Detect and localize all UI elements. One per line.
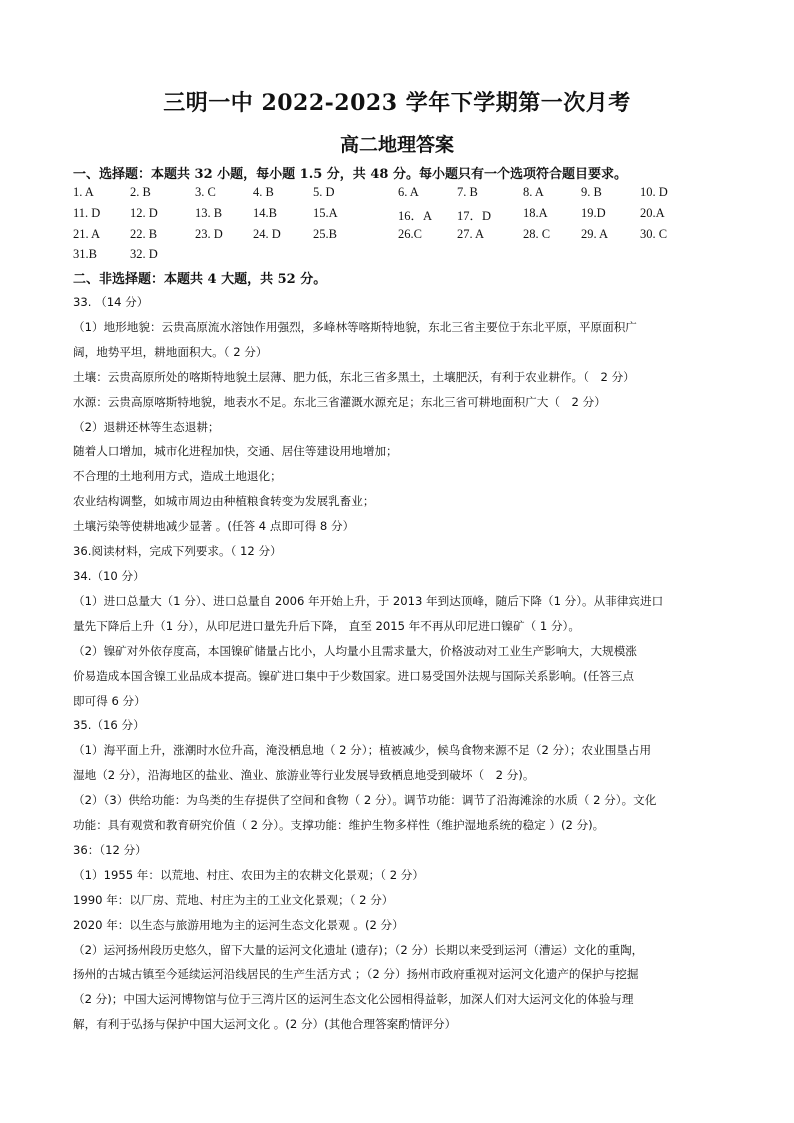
answer-item: 11. D bbox=[73, 206, 101, 220]
answer-item: 14.B bbox=[253, 206, 277, 220]
answer-item: 21. A bbox=[73, 227, 101, 241]
question-heading: 33. （14 分） bbox=[73, 295, 149, 309]
answer-item: 20.A bbox=[640, 206, 665, 220]
answer-item: 17．D bbox=[457, 209, 492, 223]
answer-line: 功能：具有观赏和教育研究价值（ 2 分）。支撑功能：维护生物多样性（维护湿地系统的稳定 ）(2 分)。 bbox=[73, 818, 605, 833]
page-title: 三明一中 2022-2023 学年下学期第一次月考 bbox=[163, 90, 631, 116]
answer-item: 13. B bbox=[195, 206, 223, 220]
answer-item: 3. C bbox=[195, 185, 216, 199]
answer-line: （2）（3）供给功能：为鸟类的生存提供了空间和食物（ 2 分）。调节功能：调节了沿海滩涂的水质（ 2 分）。文化 bbox=[73, 793, 657, 808]
answer-line: 36.阅读材料，完成下列要求。（ 12 分） bbox=[73, 544, 282, 559]
answer-line: （1）进口总量大（1 分）、进口总量自 2006 年开始上升，于 2013 年到达顶峰，随后下降（1 分）。从菲律宾进口 bbox=[73, 593, 664, 608]
answer-item: 15.A bbox=[313, 206, 338, 220]
answer-item: 16．A bbox=[398, 209, 433, 223]
answer-item: 32. D bbox=[130, 247, 158, 261]
answer-line: 1990 年：以厂房、荒地、村庄为主的工业文化景观；（ 2 分） bbox=[73, 892, 394, 907]
question-heading: 35.（16 分） bbox=[73, 718, 145, 733]
answer-line: 不合理的土地利用方式，造成土地退化； bbox=[73, 469, 282, 484]
answer-line: （2）运河扬州段历史悠久，留下大量的运河文化遗址 (遗存)；（2 分）长期以来受到运河（漕运）文化的重陶， bbox=[73, 942, 644, 957]
answer-row bbox=[73, 247, 733, 265]
answer-item: 27. A bbox=[457, 227, 485, 241]
answer-line: 水源：云贵高原喀斯特地貌，地表水不足。东北三省灌溉水源充足；东北三省可耕地面积广大（ 2 分） bbox=[73, 394, 606, 409]
section2-heading: 二、非选择题：本题共 4 大题，共 52 分。 bbox=[73, 272, 327, 287]
answer-line: （2 分)；中国大运河博物馆与位于三湾片区的运河生态文化公园相得益彰，加深人们对大运河文化的体验与理 bbox=[73, 992, 634, 1007]
answer-line: 扬州的古城古镇至今延续运河沿线居民的生产生活方式 ；（2 分）扬州市政府重视对运河文化遗产的保护与挖掘 bbox=[73, 967, 639, 982]
answer-line: （1）1955 年：以荒地、村庄、农田为主的农耕文化景观；（ 2 分） bbox=[73, 867, 424, 882]
answer-body bbox=[73, 290, 723, 1037]
question-heading: 34.（10 分） bbox=[73, 568, 145, 583]
answer-line: （1）地形地貌：云贵高原流水溶蚀作用强烈，多峰林等喀斯特地貌，东北三省主要位于东北平原，平原面积广 bbox=[73, 319, 637, 334]
answer-item: 18.A bbox=[523, 206, 548, 220]
answer-item: 1. A bbox=[73, 185, 94, 199]
answer-item: 22. B bbox=[130, 227, 158, 241]
answer-item: 8. A bbox=[523, 185, 544, 199]
answer-item: 29. A bbox=[581, 227, 609, 241]
answer-item: 30. C bbox=[640, 227, 668, 241]
answer-line: （2）镍矿对外依存度高，本国镍矿储量占比小，人均量小且需求量大，价格波动对工业生产影响大，大规模涨 bbox=[73, 643, 637, 658]
answer-item: 24. D bbox=[253, 227, 281, 241]
page-subtitle: 高二地理答案 bbox=[339, 134, 454, 156]
answer-item: 12. D bbox=[130, 206, 158, 220]
answer-line: 价易造成本国含镍工业品成本提高。镍矿进口集中于少数国家。进口易受国外法规与国际关系影响。(任答三点 bbox=[73, 668, 635, 683]
answer-item: 4. B bbox=[253, 185, 274, 199]
answer-line: 土壤污染等使耕地减少显著 。(任答 4 点即可得 8 分） bbox=[73, 519, 355, 534]
answer-line: 量先下降后上升（1 分），从印尼进口量先升后下降， 直至 2015 年不再从印尼进口镍矿（ 1 分）。 bbox=[73, 618, 580, 633]
answer-line: 随着人口增加，城市化进程加快，交通、居住等建设用地增加； bbox=[73, 444, 398, 459]
question-heading: 36：（12 分） bbox=[73, 842, 147, 857]
answer-line: 湿地（2 分），沿海地区的盐业、渔业、旅游业等行业发展导致栖息地受到破坏（ 2 分)。 bbox=[73, 768, 535, 783]
answer-item: 28. C bbox=[523, 227, 551, 241]
answer-line: 2020 年：以生态与旅游用地为主的运河生态文化景观 。(2 分） bbox=[73, 917, 404, 932]
answer-item: 2. B bbox=[130, 185, 151, 199]
answer-item: 31.B bbox=[73, 247, 97, 261]
answer-line: （2）退耕还林等生态退耕； bbox=[73, 419, 220, 434]
answer-row bbox=[73, 206, 733, 224]
answer-line: 解，有利于弘扬与保护中国大运河文化 。(2 分）(其他合理答案酌情评分） bbox=[73, 1017, 457, 1032]
answer-item: 9. B bbox=[581, 185, 602, 199]
answer-item: 7. B bbox=[457, 185, 478, 199]
answer-item: 23. D bbox=[195, 227, 223, 241]
answer-item: 5. D bbox=[313, 185, 335, 199]
answer-row bbox=[73, 185, 733, 203]
answer-item: 19.D bbox=[581, 206, 606, 220]
answer-line: （1）海平面上升，涨潮时水位升高，淹没栖息地（ 2 分）；植被减少，候鸟食物来源不足（2 分）；农业围垦占用 bbox=[73, 743, 652, 758]
answer-item: 10. D bbox=[640, 185, 668, 199]
answer-line: 阔，地势平坦，耕地面积大。（ 2 分） bbox=[73, 344, 268, 359]
answer-line: 农业结构调整，如城市周边由种植粮食转变为发展乳畜业； bbox=[73, 494, 375, 509]
answer-line: 即可得 6 分） bbox=[73, 693, 146, 708]
answer-item: 25.B bbox=[313, 227, 337, 241]
answer-line: 土壤：云贵高原所处的喀斯特地貌土层薄、肥力低，东北三省多黑土，土壤肥沃，有利于农业耕作。（ 2 分） bbox=[73, 369, 635, 384]
answer-item: 6. A bbox=[398, 185, 419, 199]
section1-heading: 一、选择题：本题共 32 小题，每小题 1.5 分，共 48 分。每小题只有一个选项符合题目要求。 bbox=[73, 167, 627, 182]
answer-item: 26.C bbox=[398, 227, 422, 241]
answer-row bbox=[73, 227, 733, 245]
